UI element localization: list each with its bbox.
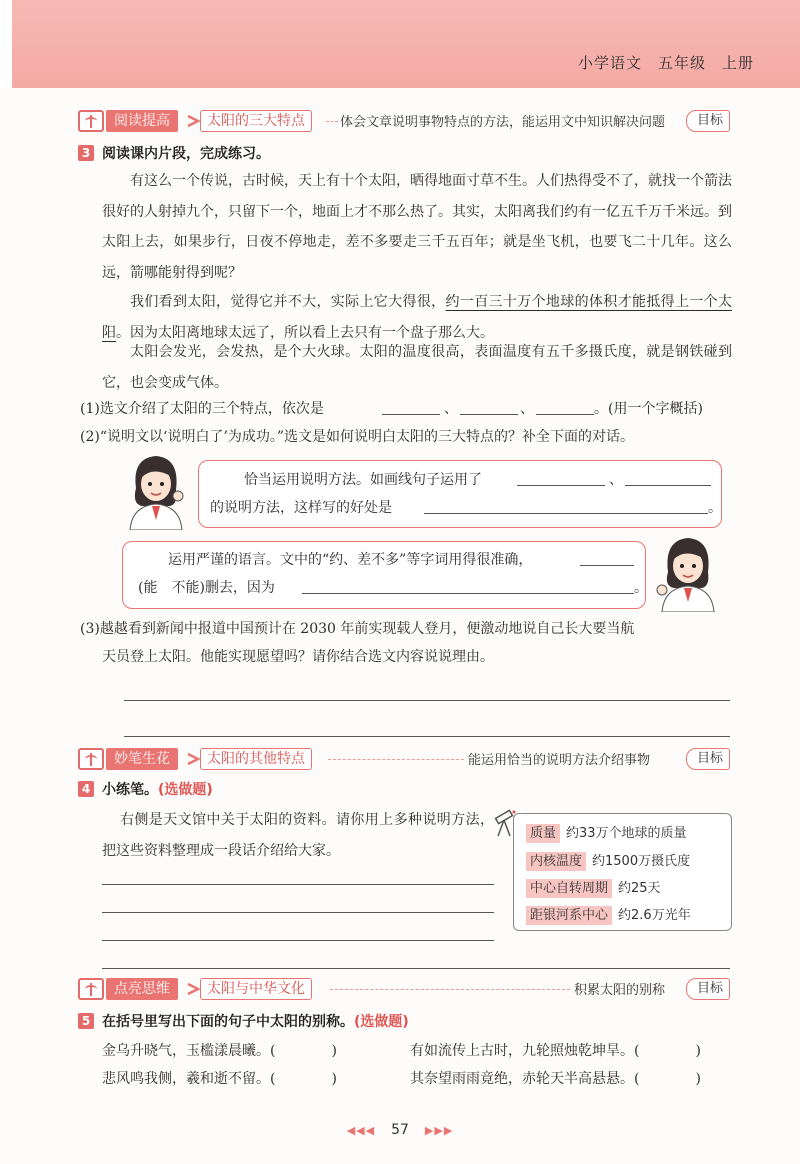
next-arrows-icon: ▶▶▶ xyxy=(424,1124,454,1137)
chevron-right-icon xyxy=(186,982,200,996)
section-label: 阅读提高 xyxy=(106,110,178,132)
book-sprout-icon xyxy=(78,978,104,1000)
separator: 、 xyxy=(520,401,534,417)
goal-badge: 目标 xyxy=(686,978,730,1000)
optional-tag: (选做题) xyxy=(354,1014,409,1030)
book-sprout-icon xyxy=(78,748,104,770)
question-number: 4 xyxy=(78,781,94,797)
info-row xyxy=(526,850,690,869)
bubble-end: 。 xyxy=(708,500,722,516)
poem-item[interactable]: 有如流传上古时，九轮照烛乾坤旱。( ) xyxy=(410,1043,701,1059)
section-label: 妙笔生花 xyxy=(106,748,178,770)
answer-blank[interactable] xyxy=(536,414,594,415)
prev-arrows-icon: ◀◀◀ xyxy=(346,1124,376,1137)
answer-line[interactable] xyxy=(124,736,730,737)
info-row xyxy=(526,822,687,841)
page-footer xyxy=(0,1122,800,1138)
student-girl-avatar xyxy=(122,448,192,530)
separator: 、 xyxy=(609,472,623,488)
answer-line[interactable] xyxy=(102,912,494,913)
book-title: 小学语文 五年级 上册 xyxy=(577,54,754,72)
underlined-sentence: 约一百三十万个地球的体积才能抵得上一个太阳 xyxy=(102,294,733,341)
answer-blank[interactable] xyxy=(302,593,634,594)
bubble-text: (能 不能)删去，因为 xyxy=(138,580,275,596)
subquestion-1-prefix: (1)选文介绍了太阳的三个特点，依次是 xyxy=(80,401,324,417)
answer-blank[interactable] xyxy=(517,485,605,486)
chevron-right-icon xyxy=(186,114,200,128)
info-row xyxy=(526,904,691,923)
question-title-text: 在括号里写出下面的句子中太阳的别称。 xyxy=(102,1014,354,1030)
bubble-text: 恰当运用说明方法。如画线句子运用了 xyxy=(244,472,482,488)
answer-blank[interactable] xyxy=(580,565,634,566)
section-goal: 能运用恰当的说明方法介绍事物 xyxy=(468,753,651,768)
answer-line[interactable] xyxy=(102,940,494,941)
question-number: 5 xyxy=(78,1013,94,1029)
answer-line[interactable] xyxy=(124,700,730,701)
book-sprout-icon xyxy=(78,110,104,132)
section-topic: 太阳的三大特点 xyxy=(200,110,312,132)
page-number: 57 xyxy=(391,1122,409,1138)
answer-blank[interactable] xyxy=(460,414,518,415)
answer-blank[interactable] xyxy=(382,414,440,415)
subquestion-2: (2)“说明文以‘说明白了’为成功。”选文是如何说明白太阳的三大特点的？补全下面的对话。 xyxy=(80,429,635,445)
sun-info-card xyxy=(513,813,732,931)
dash-line xyxy=(330,989,570,990)
section-goal: 积累太阳的别称 xyxy=(574,983,666,998)
dash-line xyxy=(326,121,338,122)
info-key: 中心自转周期 xyxy=(526,879,612,898)
chevron-right-icon xyxy=(186,752,200,766)
info-row xyxy=(526,877,661,896)
question-title xyxy=(102,1011,409,1031)
info-key: 内核温度 xyxy=(526,852,586,871)
poem-item[interactable]: 悲风鸣我侧，羲和逝不留。( ) xyxy=(102,1071,337,1087)
goal-badge: 目标 xyxy=(686,110,730,132)
subquestion-3-line-2: 天员登上太阳。他能实现愿望吗？请你结合选文内容说说理由。 xyxy=(102,649,494,665)
student-girl-avatar xyxy=(652,530,724,612)
info-value: 约1500万摄氏度 xyxy=(592,854,691,869)
passage-paragraph-3: 太阳会发光，会发热，是个大火球。太阳的温度很高，表面温度有五千多摄氏度，就是钢铁碰到它，也会变成气体。 xyxy=(102,344,732,391)
subquestion-3-line-1: (3)越越看到新闻中报道中国预计在 2030 年前实现载人登月，便激动地说自己长大要当航 xyxy=(80,621,635,637)
info-key: 质量 xyxy=(526,824,560,843)
separator: 、 xyxy=(444,401,458,417)
poem-item[interactable]: 其奈望雨雨竟绝，赤轮天半高悬悬。( ) xyxy=(410,1071,701,1087)
passage-paragraph-1: 有这么一个传说，古时候，天上有十个太阳，晒得地面寸草不生。人们热得受不了，就找一个箭法很好的人射掉九个，只留下一个，地面上才不那么热了。其实，太阳离我们约有一亿五千万千米远。到太阳上去，如果步行，日夜不停地走，差不多要走三千五百年；就是坐飞机，也要飞二十几年。这么远，箭哪能射得到呢？ xyxy=(102,173,732,281)
section-topic: 太阳的其他特点 xyxy=(200,748,312,770)
poem-item[interactable]: 金乌升晓气，玉槛漾晨曦。( ) xyxy=(102,1043,337,1059)
bubble-text: 的说明方法，这样写的好处是 xyxy=(210,500,392,516)
goal-badge: 目标 xyxy=(686,748,730,770)
subquestion-1-suffix: 。(用一个字概括) xyxy=(594,401,703,417)
section-header-writing xyxy=(78,748,730,772)
section-header-reading xyxy=(78,110,730,134)
bubble-end: 。 xyxy=(634,580,648,596)
question-title xyxy=(102,779,213,799)
writing-prompt: 右侧是天文馆中关于太阳的资料。请你用上多种说明方法，把这些资料整理成一段话介绍给大家。 xyxy=(102,812,494,859)
question-number: 3 xyxy=(78,145,94,161)
info-value: 约25天 xyxy=(618,881,661,896)
info-key: 距银河系中心 xyxy=(526,906,612,925)
passage-text: 。因为太阳离地球太远了，所以看上去只有一个盘子那么大。 xyxy=(116,324,494,341)
optional-tag: (选做题) xyxy=(158,782,213,798)
answer-blank[interactable] xyxy=(424,513,708,514)
dash-line xyxy=(328,759,464,760)
info-value: 约33万个地球的质量 xyxy=(566,826,687,841)
question-title: 阅读课内片段，完成练习。 xyxy=(102,146,270,162)
section-topic: 太阳与中华文化 xyxy=(200,978,312,1000)
passage-text: 我们看到太阳，觉得它并不大，实际上它大得很， xyxy=(130,294,446,310)
answer-blank[interactable] xyxy=(625,485,711,486)
section-goal: 体会文章说明事物特点的方法，能运用文中知识解决问题 xyxy=(340,115,666,130)
page-header-band xyxy=(0,0,800,88)
section-header-culture xyxy=(78,978,730,1002)
info-value: 约2.6万光年 xyxy=(618,908,691,923)
answer-line[interactable] xyxy=(102,884,494,885)
section-label: 点亮思维 xyxy=(106,978,178,1000)
question-title-text: 小练笔。 xyxy=(102,782,158,798)
answer-line[interactable] xyxy=(102,968,730,969)
bubble-text: 运用严谨的语言。文中的“约、差不多”等字词用得很准确， xyxy=(168,552,533,568)
page-edge xyxy=(0,0,12,88)
